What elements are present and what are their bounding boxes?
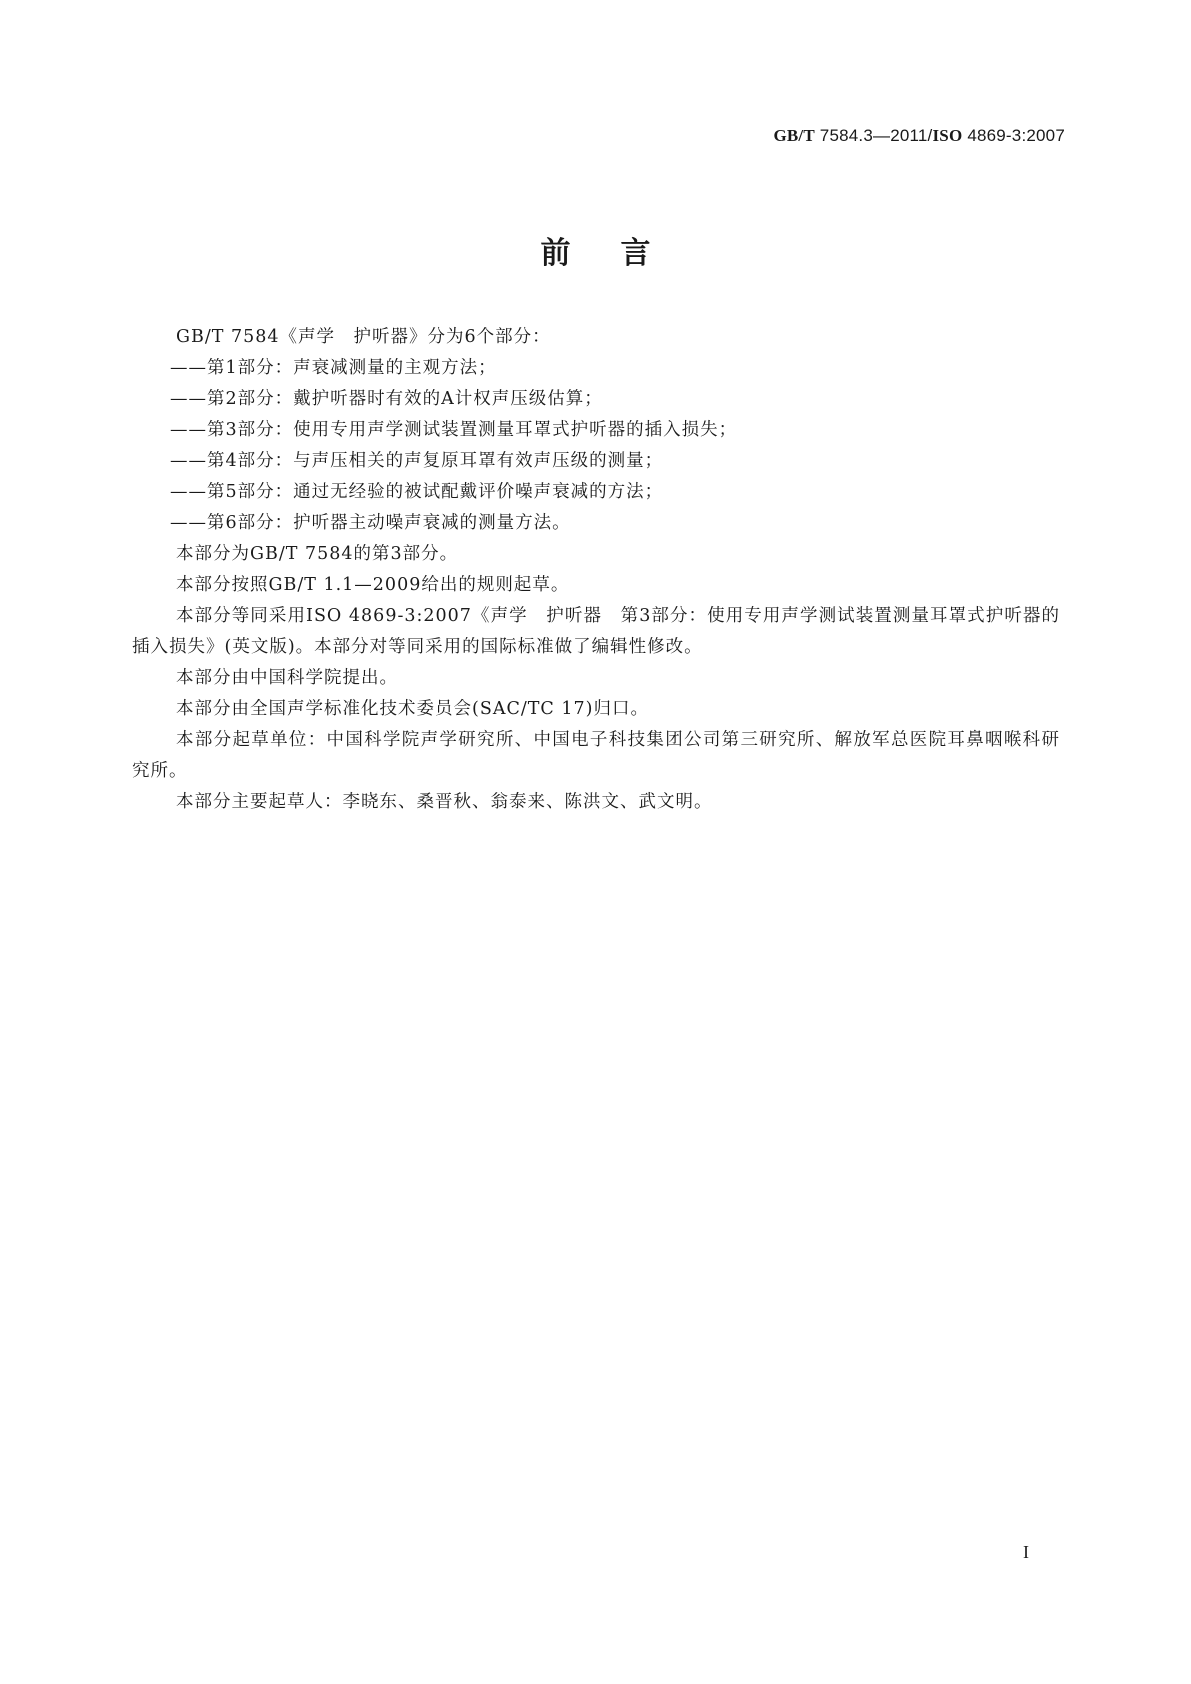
page-header	[773, 126, 1065, 146]
paragraph-committee: 本部分由全国声学标准化技术委员会(SAC/TC 17)归口。	[176, 699, 649, 719]
paragraph-drafting-rules: 本部分按照GB/T 1.1—2009给出的规则起草。	[176, 575, 570, 595]
standard-code-number: 7584.3—2011/	[814, 126, 933, 145]
list-item-part-3: ——第3部分：使用专用声学测试装置测量耳罩式护听器的插入损失；	[170, 420, 738, 440]
page-title: 前言	[540, 236, 701, 271]
list-item-part-6: ——第6部分：护听器主动噪声衰减的测量方法。	[170, 513, 571, 533]
iso-code-prefix: ISO	[932, 126, 963, 145]
paragraph-drafters: 本部分主要起草人：李晓东、桑晋秋、翁泰来、陈洪文、武文明。	[176, 792, 713, 812]
page-number: I	[1023, 1542, 1029, 1562]
standard-code-prefix: GB/T	[773, 126, 815, 145]
list-item-part-4: ——第4部分：与声压相关的声复原耳罩有效声压级的测量；	[170, 451, 664, 471]
document-body	[132, 322, 1060, 818]
iso-code-number: 4869-3:2007	[962, 126, 1065, 145]
paragraph-parts-intro: GB/T 7584《声学 护听器》分为6个部分：	[176, 327, 551, 347]
paragraph-drafting-units: 本部分起草单位：中国科学院声学研究所、中国电子科技集团公司第三研究所、解放军总医院耳鼻咽喉科研究所。	[132, 730, 1060, 781]
list-item-part-1: ——第1部分：声衰减测量的主观方法；	[170, 358, 497, 378]
paragraph-adoption: 本部分等同采用ISO 4869-3:2007《声学 护听器 第3部分：使用专用声学测试装置测量耳罩式护听器的插入损失》(英文版)。本部分对等同采用的国际标准做了编辑性修改。	[132, 606, 1060, 657]
list-item-part-2: ——第2部分：戴护听器时有效的A计权声压级估算；	[170, 389, 603, 409]
paragraph-proposer: 本部分由中国科学院提出。	[176, 668, 398, 688]
paragraph-this-part: 本部分为GB/T 7584的第3部分。	[176, 544, 459, 564]
list-item-part-5: ——第5部分：通过无经验的被试配戴评价噪声衰减的方法；	[170, 482, 664, 502]
